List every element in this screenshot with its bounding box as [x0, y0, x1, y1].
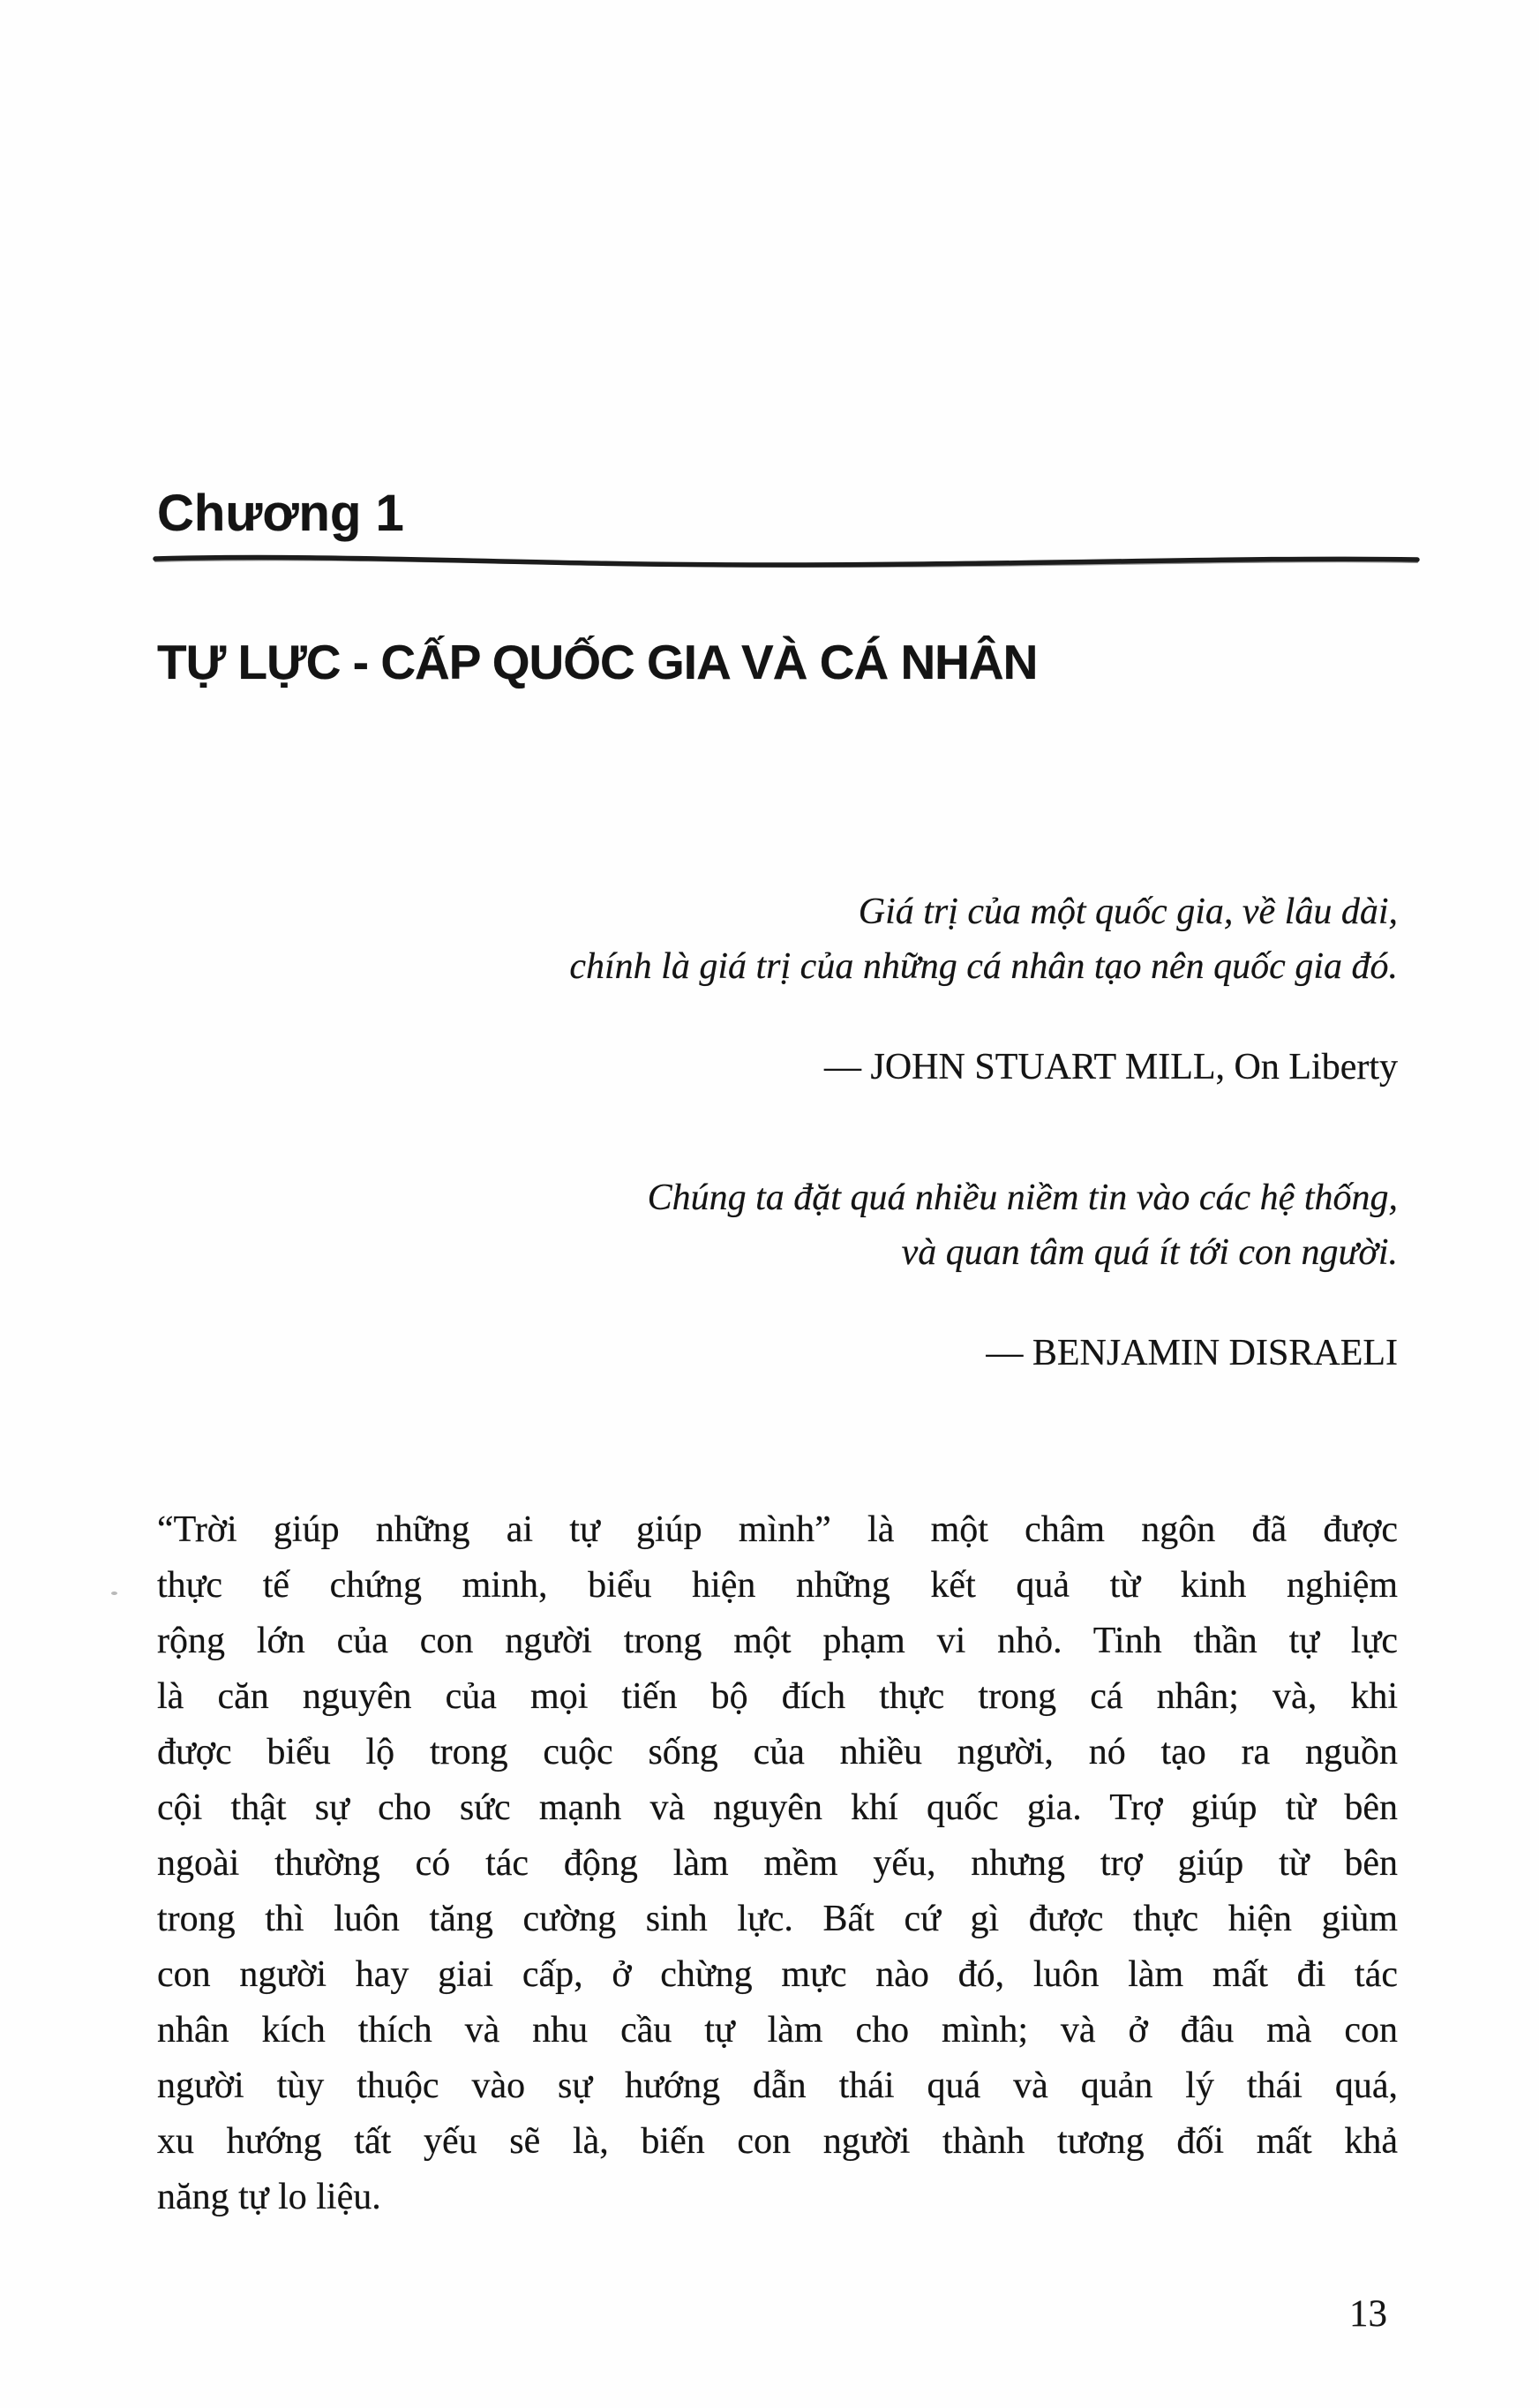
body-line: thực tế chứng minh, biểu hiện những kết quả từ kinh nghiệm [157, 1565, 1398, 1606]
body-line: trong thì luôn tăng cường sinh lực. Bất cứ gì được thực hiện giùm [157, 1899, 1398, 1939]
epigraph-quote-line: chính là giá trị của những cá nhân tạo nên quốc gia đó. [569, 946, 1398, 987]
body-line: năng tự lo liệu. [157, 2177, 381, 2217]
epigraph-attribution: — JOHN STUART MILL, On Liberty [824, 1047, 1398, 1087]
chapter-title: TỰ LỰC - CẤP QUỐC GIA VÀ CÁ NHÂN [157, 635, 1038, 689]
body-line: con người hay giai cấp, ở chừng mực nào đó, luôn làm mất đi tác [157, 1954, 1398, 1995]
body-line: được biểu lộ trong cuộc sống của nhiều người, nó tạo ra nguồn [157, 1732, 1398, 1772]
body-paragraph [157, 1502, 1398, 2225]
body-line: nhân kích thích và nhu cầu tự làm cho mình; và ở đâu mà con [157, 2010, 1398, 2051]
chapter-header [157, 0, 1398, 690]
body-line: người tùy thuộc vào sự hướng dẫn thái quá và quản lý thái quá, [157, 2066, 1398, 2106]
body-line: xu hướng tất yếu sẽ là, biến con người thành tương đối mất khả [157, 2121, 1398, 2162]
chapter-underline-rule [152, 551, 1421, 572]
epigraph-disraeli [157, 1170, 1398, 1381]
body-line: ngoài thường có tác động làm mềm yếu, nhưng trợ giúp từ bên [157, 1843, 1398, 1884]
scan-speck [111, 1592, 117, 1595]
epigraph-mill [157, 884, 1398, 1095]
epigraph-quote-line: Giá trị của một quốc gia, về lâu dài, [858, 892, 1398, 932]
page-number: 13 [1349, 2293, 1387, 2335]
chapter-label: Chương 1 [157, 485, 404, 542]
epigraph-attribution: — BENJAMIN DISRAELI [986, 1333, 1398, 1373]
body-line: rộng lớn của con người trong một phạm vi nhỏ. Tinh thần tự lực [157, 1621, 1398, 1661]
body-line: cội thật sự cho sức mạnh và nguyên khí quốc gia. Trợ giúp từ bên [157, 1787, 1398, 1828]
body-line: là căn nguyên của mọi tiến bộ đích thực trong cá nhân; và, khi [157, 1676, 1398, 1717]
epigraph-quote-line: và quan tâm quá ít tới con người. [901, 1232, 1398, 1273]
body-line: “Trời giúp những ai tự giúp mình” là một châm ngôn đã được [157, 1509, 1398, 1550]
epigraph-quote-line: Chúng ta đặt quá nhiều niềm tin vào các hệ thống, [647, 1178, 1398, 1218]
